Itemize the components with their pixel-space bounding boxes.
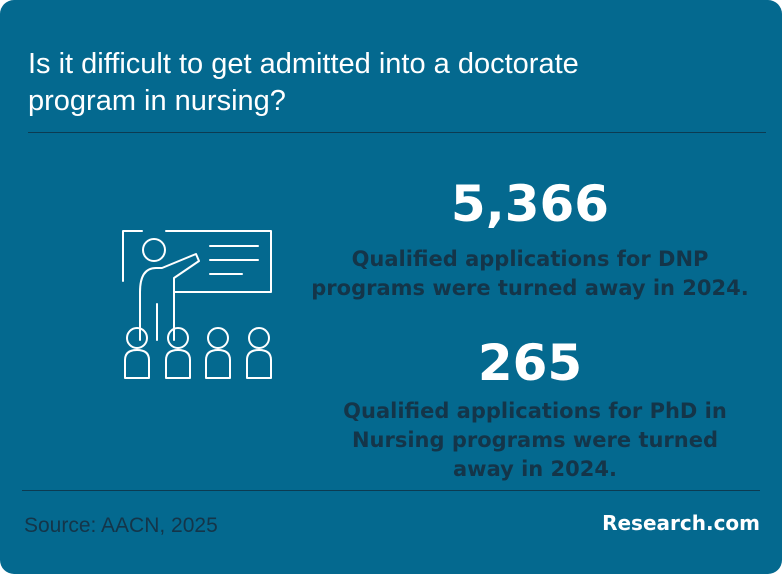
phd-desc-line-2: Nursing programs were turned: [351, 428, 719, 452]
title-line-1: Is it difficult to get admitted into a doctorate: [28, 48, 579, 80]
student-icon: [247, 328, 271, 378]
phd-stat-description: [330, 397, 740, 484]
student-icon: [206, 328, 230, 378]
brand-logo: Research.com: [602, 511, 760, 535]
title-line-2: program in nursing?: [28, 85, 286, 117]
top-divider: [28, 132, 766, 133]
source-citation: Source: AACN, 2025: [24, 514, 218, 537]
dnp-desc-line-2: programs were turned away in 2024.: [311, 276, 749, 300]
dnp-stat-value: 5,366: [450, 175, 610, 233]
phd-stat-value: 265: [477, 334, 583, 392]
student-icon: [166, 328, 190, 378]
classroom-teacher-icon: [118, 226, 278, 382]
student-icon: [125, 328, 149, 378]
dnp-desc-line-1: Qualified applications for DNP: [351, 247, 709, 271]
dnp-stat-description: [300, 245, 760, 303]
bottom-divider: [22, 490, 760, 491]
phd-desc-line-3: away in 2024.: [453, 457, 617, 481]
infographic-title: [28, 46, 748, 120]
phd-desc-line-1: Qualified applications for PhD in: [343, 399, 727, 423]
